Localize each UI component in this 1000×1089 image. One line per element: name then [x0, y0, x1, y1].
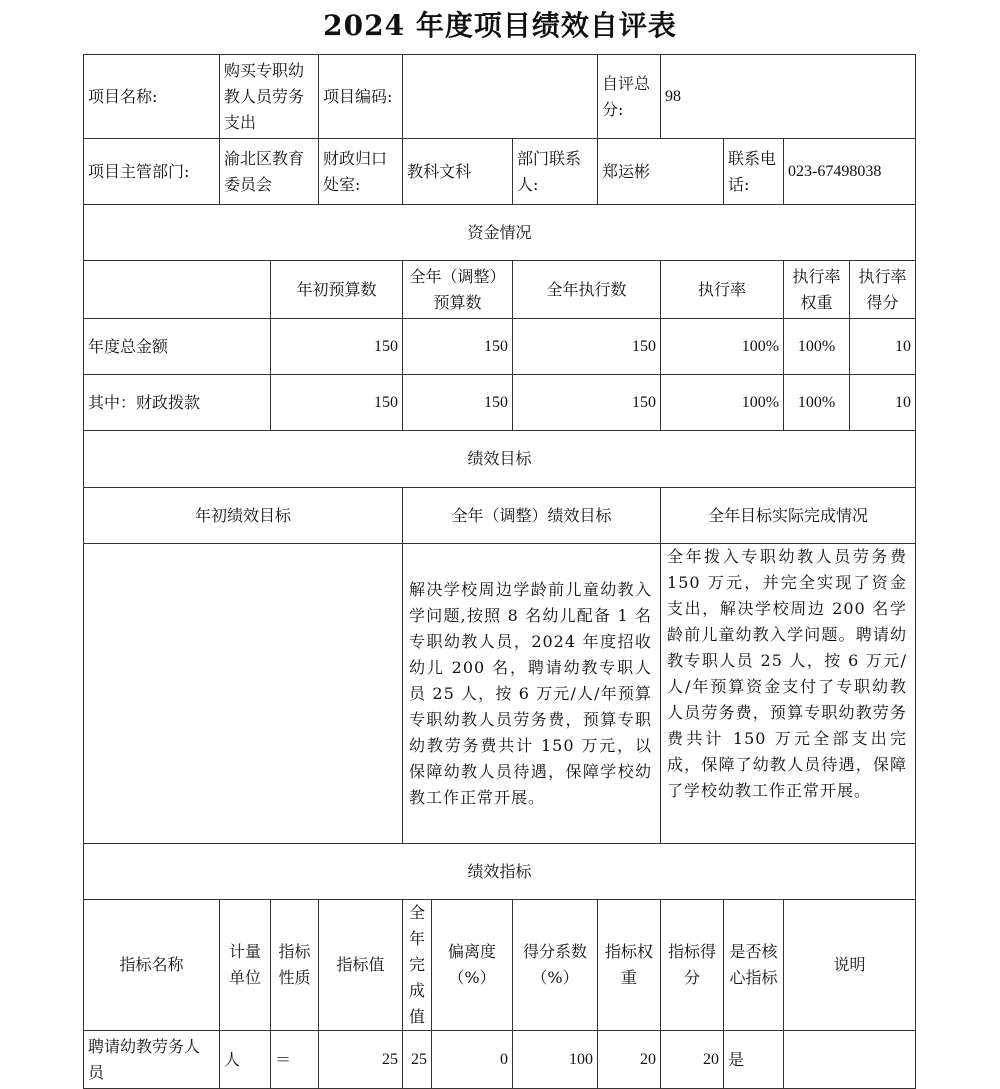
goals-header-actual: 全年目标实际完成情况	[661, 488, 916, 544]
goals-content-row	[84, 544, 916, 844]
evaluation-table	[83, 54, 916, 1089]
funds-header-row	[84, 261, 916, 319]
page-title: 2024 年度项目绩效自评表	[323, 9, 677, 42]
ind-header-score: 指标得分	[661, 900, 724, 1031]
ind-header-core: 是否核心指标	[724, 900, 784, 1031]
goals-actual-text: 全年拨入专职幼教人员劳务费 150 万元，并完全实现了资金支出，解决学校周边 200 名学龄前儿童幼教入学问题。聘请幼教专职人员 25 人，按 6 万元/人/年预算资金支付了专职幼教人员劳务费，预算专职幼教劳务费共计 150 万元全部支出完成，保障了幼教人员待遇，保障了学校幼教工作正常开展。	[661, 544, 916, 844]
ind-row-deviation: 0	[432, 1031, 513, 1089]
funds-header-executed: 全年执行数	[513, 261, 661, 319]
funds-header-score: 执行率得分	[850, 261, 916, 319]
score-label: 自评总分:	[598, 55, 661, 139]
info-row-1	[84, 55, 916, 139]
ind-header-deviation: 偏离度（%）	[432, 900, 513, 1031]
ind-row-value: 25	[319, 1031, 403, 1089]
funds-header-weight: 执行率权重	[784, 261, 850, 319]
funds-row-initial: 150	[271, 319, 403, 375]
goals-section-title: 绩效目标	[84, 431, 916, 488]
funds-row-weight: 100%	[784, 319, 850, 375]
funds-section-title: 资金情况	[84, 205, 916, 261]
funds-row-adjusted: 150	[403, 375, 513, 431]
ind-row-nature: ＝	[271, 1031, 319, 1089]
funds-header-blank	[84, 261, 271, 319]
project-name-value: 购买专职幼教人员劳务支出	[220, 55, 319, 139]
funds-row-label: 其中：财政拨款	[84, 375, 271, 431]
indicator-row	[84, 1031, 916, 1089]
funds-header-initial: 年初预算数	[271, 261, 403, 319]
ind-row-core: 是	[724, 1031, 784, 1089]
funds-row-executed: 150	[513, 375, 661, 431]
ind-row-note	[784, 1031, 916, 1089]
info-row-2	[84, 139, 916, 205]
funds-row-score: 10	[850, 375, 916, 431]
goals-adjusted-text: 解决学校周边学龄前儿童幼教入学问题,按照 8 名幼儿配备 1 名专职幼教人员，2024 年度招收幼儿 200 名，聘请幼教专职人员 25 人，按 6 万元/人/年预算专职幼教人员劳务费，预算专职幼教劳务费共计 150 万元，以保障幼教人员待遇，保障学校幼教工作正常开展。	[403, 544, 661, 844]
goals-header-initial: 年初绩效目标	[84, 488, 403, 544]
ind-row-name: 聘请幼教劳务人员	[84, 1031, 220, 1089]
finance-label: 财政归口处室:	[319, 139, 403, 205]
goals-header-row	[84, 488, 916, 544]
ind-header-nature: 指标性质	[271, 900, 319, 1031]
funds-row-weight: 100%	[784, 375, 850, 431]
ind-header-completed: 全年完成值	[403, 900, 432, 1031]
ind-row-unit: 人	[220, 1031, 271, 1089]
finance-value: 教科文科	[403, 139, 513, 205]
ind-header-coef: 得分系数（%）	[513, 900, 598, 1031]
funds-row-rate: 100%	[661, 375, 784, 431]
contact-value: 郑运彬	[598, 139, 724, 205]
funds-header-adjusted: 全年（调整）预算数	[403, 261, 513, 319]
funds-row-rate: 100%	[661, 319, 784, 375]
ind-header-name: 指标名称	[84, 900, 220, 1031]
ind-row-completed: 25	[403, 1031, 432, 1089]
funds-row-executed: 150	[513, 319, 661, 375]
ind-row-weight: 20	[598, 1031, 661, 1089]
goals-initial-text	[84, 544, 403, 844]
score-value: 98	[661, 55, 916, 139]
project-code-label: 项目编码:	[319, 55, 403, 139]
indicators-section-title: 绩效指标	[84, 844, 916, 900]
phone-label: 联系电话:	[724, 139, 784, 205]
project-name-label: 项目名称:	[84, 55, 220, 139]
funds-row-adjusted: 150	[403, 319, 513, 375]
project-code-value	[403, 55, 598, 139]
dept-value: 渝北区教育委员会	[220, 139, 319, 205]
ind-header-weight: 指标权重	[598, 900, 661, 1031]
funds-row-label: 年度总金额	[84, 319, 271, 375]
goals-header-adjusted: 全年（调整）绩效目标	[403, 488, 661, 544]
ind-header-note: 说明	[784, 900, 916, 1031]
dept-label: 项目主管部门:	[84, 139, 220, 205]
ind-header-unit: 计量单位	[220, 900, 271, 1031]
funds-row-score: 10	[850, 319, 916, 375]
funds-row	[84, 319, 916, 375]
funds-header-rate: 执行率	[661, 261, 784, 319]
funds-row	[84, 375, 916, 431]
ind-header-value: 指标值	[319, 900, 403, 1031]
contact-label: 部门联系人:	[513, 139, 598, 205]
ind-row-coef: 100	[513, 1031, 598, 1089]
ind-row-score: 20	[661, 1031, 724, 1089]
funds-row-initial: 150	[271, 375, 403, 431]
phone-value: 023-67498038	[784, 139, 916, 205]
indicators-header-row	[84, 900, 916, 1031]
